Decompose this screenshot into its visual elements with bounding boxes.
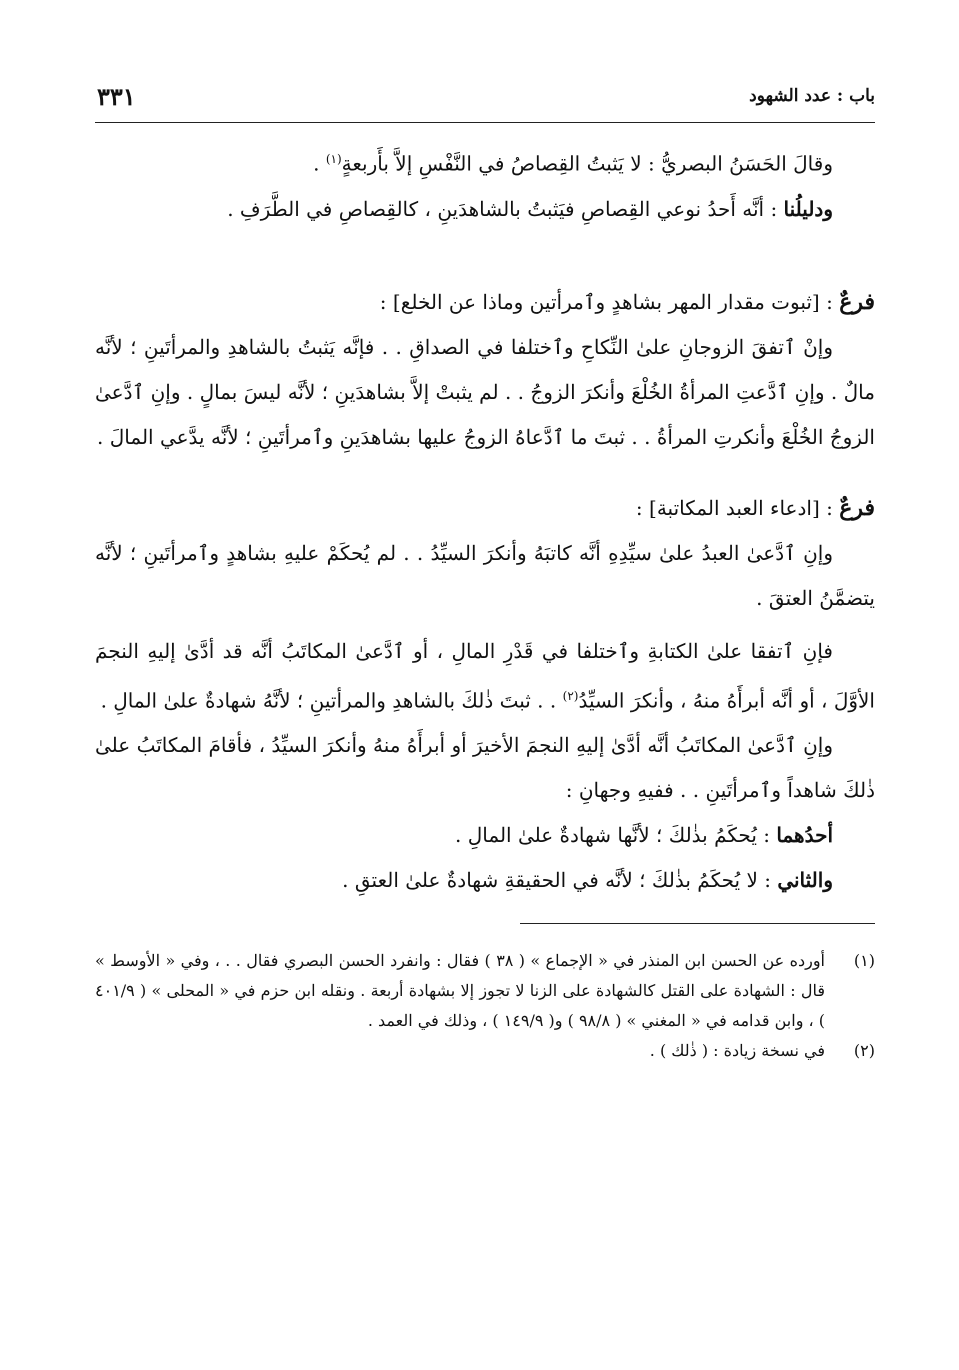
footnote-number: (١)	[853, 951, 875, 971]
dalil-label: ودليلُنا	[783, 196, 833, 221]
running-title: باب : عدد الشهود	[749, 86, 875, 106]
section-1-paragraph: وإنْ ٱتفقَ الزوجانِ علىٰ النِّكاحِ وٱختلفا في الصداقِ . . فإنَّه يَثبتُ بالشاهدِ والمرأتَينِ ؛ لأنَّه مالٌ . وإنِ ٱدَّعتِ المرأةُ الخُلْعَ وأنكرَ الزوجُ . . لم يثبتْ إلاَّ بشاهدَينِ ؛ لأنَّه ليسَ بمالٍ . وإنِ ٱدَّعىٰ الزوجُ الخُلْعَ وأنكرتِ المرأةُ . . ثبتَ ما ٱدَّعاهُ الزوجُ عليها بشاهدَينِ وٱمرأتَينِ ؛ لأنَّه يدَّعي المالَ .	[95, 334, 875, 449]
intro-line	[95, 137, 875, 187]
far-label: فرعٌ	[839, 494, 875, 521]
dalil-line	[95, 187, 875, 232]
section-1-heading	[95, 280, 875, 325]
footnote-1	[95, 946, 875, 1036]
footnote-2	[95, 1036, 875, 1066]
para2-b: . . ثبتَ ذٰلكَ بالشاهدِ والمرأتينِ ؛ لأنَّهُ شهادةٌ علىٰ المالِ .	[100, 688, 563, 713]
footnote-ref-2: (٢)	[562, 688, 579, 703]
far-label: فرعٌ	[839, 288, 875, 315]
second-label: والثاني	[777, 868, 833, 893]
section-1-title: : [ثبوت مقدار المهر بشاهدٍ وٱمرأتين وماذا عن الخلع] :	[379, 289, 840, 314]
first-opinion	[95, 813, 875, 858]
footnotes	[95, 946, 875, 1066]
footnote-text: في نسخة زيادة : ( ذٰلك ) .	[649, 1041, 825, 1061]
footnote-ref-1: (١)	[325, 152, 342, 166]
first-label: أحدُهما	[776, 823, 833, 848]
page-header	[95, 78, 875, 123]
first-text: : يُحكَمُ بذٰلكَ ؛ لأنَّها شهادةٌ علىٰ المالِ .	[455, 823, 777, 848]
second-opinion	[95, 858, 875, 903]
section-2-heading	[95, 486, 875, 531]
footnote-text: أورده عن الحسن ابن المنذر في « الإجماع » ( ٣٨ ) فقال : وانفرد الحسن البصري فقال . . ، وفي « الأوسط » قال : الشهادة على القتل كالشهادة على الزنا لا تجوز إلا بشهادة أربعة . ونقله ابن حزم في « المحلى » ( ٤٠١/٩ ) ، وابن قدامه في « المغني » ( ٩٨/٨ ) و( ١٤٩/٩ ) ، وذلك في العمد .	[95, 951, 826, 1031]
second-text: : لا يُحكَمُ بذٰلكَ ؛ لأنَّه في الحقيقةِ شهادةٌ علىٰ العتقِ .	[342, 868, 778, 893]
intro-text: وقالَ الحَسَنُ البصريُّ : لا يَثبتُ القِصاصُ في النَّفْسِ إلاَّ بأَربعةٍ	[341, 151, 833, 176]
footnote-number: (٢)	[853, 1041, 875, 1061]
section-2-paragraph-3: وإنِ ٱدَّعىٰ المكاتَبُ أنَّه أدَّىٰ إليهِ النجمَ الأخيرَ أو أبرأَهُ منهُ وأنكرَ السيِّدُ ، فأقامَ المكاتَبُ علىٰ ذٰلكَ شاهداً وٱمرأتَينِ . . ففيهِ وجهانِ :	[95, 733, 875, 803]
section-2-paragraph-1: وإنِ ٱدَّعىٰ العبدُ علىٰ سيِّدِهِ أنَّه كاتبَهُ وأنكرَ السيِّدُ . . لم يُحكَمْ عليهِ بشاهدٍ وٱمرأتَينِ ؛ لأنَّه يتضمَّنُ العتقَ .	[95, 540, 875, 610]
page-number: ٣٣١	[97, 82, 136, 111]
section-2-title: : [ادعاء العبد المكاتبة] :	[635, 495, 840, 520]
section-2-paragraph-2	[95, 629, 875, 724]
page	[95, 78, 875, 1066]
dalil-text: : أنَّه أَحدُ نوعي القِصاصِ فيَثبتُ بالشاهدَينِ ، كالقِصاصِ في الطَّرَفِ .	[227, 196, 784, 221]
main-text	[95, 137, 875, 903]
para2-a: فإنِ ٱتفقا علىٰ الكتابةِ وٱختلفا في قَدْرِ المالِ ، أو ٱدَّعىٰ المكاتَبُ أنَّه قد أدَّىٰ إليهِ النجمَ الأوَّلَ ، أو أنَّه أبرأَهُ منهُ ، وأنكرَ السيِّدُ	[95, 638, 875, 713]
intro-end: .	[313, 151, 326, 176]
footnote-separator	[520, 923, 875, 924]
